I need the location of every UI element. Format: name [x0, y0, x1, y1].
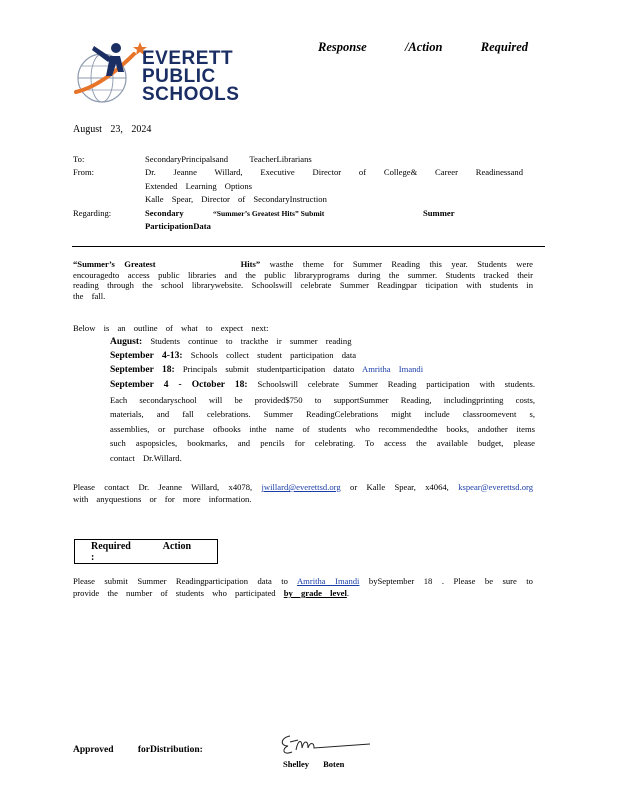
contact-text-2: or Kalle Spear, x4064, — [350, 482, 449, 492]
regarding-part-c: Summer — [423, 207, 455, 218]
outline-label: September 4-13: — [110, 351, 183, 361]
intro-body: wasthe theme for Summer Reading this year. Students were encouragedto access public libraries and the public libraryprograms during the summer. Students tracked their reading through the school librarywebsite. Schoolswill celebrate Summer Readingpar ticipation with students in the fall. — [73, 259, 533, 301]
contact-text-3: with anyquestions or for more information. — [73, 494, 252, 504]
header-divider — [72, 246, 545, 247]
required-end: . — [346, 588, 349, 598]
from-line-1: Dr. Jeanne Willard, Executive Director of College& Career Readinessand — [145, 167, 523, 178]
by-grade-level-emphasis: by grade level — [283, 588, 347, 598]
outline-item-september-18 — [90, 363, 535, 377]
logo-line-public: PUBLIC — [142, 66, 216, 87]
regarding-line-1 — [145, 207, 523, 220]
outline-text: Schools collect student participation data — [190, 350, 357, 360]
regarding-row — [73, 207, 523, 234]
bullet-icon — [90, 377, 110, 466]
regarding-part-b: “Summer’s Greatest Hits” Submit — [213, 208, 325, 218]
response-header — [318, 40, 528, 55]
outline-label: September 18: — [110, 365, 175, 375]
signer-name: Shelley Boten — [283, 759, 345, 769]
logo-wordmark — [142, 50, 239, 104]
outline-text: Principals submit studentparticipation datato — [182, 364, 355, 374]
from-row — [73, 166, 523, 206]
bullet-icon — [90, 363, 110, 377]
bullet-icon — [90, 335, 110, 349]
outline-item-body — [110, 377, 535, 466]
contact-link-amritha[interactable]: Amritha Imandi — [361, 364, 424, 374]
header-response: Response — [318, 40, 367, 54]
intro-paragraph — [73, 259, 533, 301]
contact-text-1: Please contact Dr. Jeanne Willard, x4078, — [73, 482, 253, 492]
outline-label: August: — [110, 337, 143, 347]
outline-label: September 4 - October 18: — [110, 380, 248, 390]
outline-text: Schoolswill celebrate Summer Reading participation with students. Each secondaryschool will be provided$750 to supportSummer Reading, includingprinting costs, materials, and fall celebrations. Summer ReadingCelebrations might include classroomevent s, assemblies, or purchase ofbooks inthe name of students who recommendedthe books, andother items such aspopsicles, bookmarks, and pencils for celebrating. To access the available budget, please contact Dr.Willard. — [110, 379, 535, 463]
required-text-2: bySeptember 18 . Please be sure to provide the number of students who participated — [73, 576, 533, 598]
outline-list — [90, 335, 535, 466]
outline-item-body — [110, 335, 535, 349]
intro-lead: “Summer’s Greatest Hits” — [73, 259, 261, 269]
header-action: /Action — [404, 40, 443, 54]
to-value: SecondaryPrincipalsand TeacherLibrarians — [145, 154, 312, 164]
required-action-box: Required Action : — [74, 539, 218, 564]
to-row — [73, 153, 523, 166]
email-link-kspear[interactable]: kspear@everettsd.org — [458, 482, 534, 492]
from-label: From: — [73, 167, 95, 178]
approved-for-distribution-label: Approved forDistribution: — [73, 745, 203, 755]
outline-heading: Below is an outline of what to expect next: — [73, 323, 269, 333]
outline-text: Students continue to trackthe ir summer reading — [150, 336, 352, 346]
memo-date: August 23, 2024 — [73, 124, 152, 135]
regarding-part-a: Secondary — [145, 207, 184, 218]
required-action-paragraph — [73, 575, 533, 599]
from-line-2: Extended Learning Options — [145, 180, 252, 191]
outline-item-body — [110, 349, 535, 363]
logo-line-schools: SCHOOLS — [142, 84, 240, 105]
from-line-3: Kalle Spear, Director of SecondaryInstruction — [145, 194, 327, 205]
memo-header-block — [73, 153, 523, 233]
outline-item-body — [110, 363, 535, 377]
to-label: To: — [73, 154, 85, 164]
email-link-jwillard[interactable]: jwillard@everettsd.org — [261, 482, 341, 492]
required-text-1: Please submit Summer Readingparticipation data to — [73, 576, 288, 586]
bullet-icon — [90, 349, 110, 363]
outline-item-september-october — [90, 377, 535, 466]
signature-icon — [276, 730, 372, 760]
header-required: Required — [480, 40, 528, 54]
regarding-value — [145, 207, 523, 234]
regarding-line-2: ParticipationData — [145, 221, 211, 232]
from-value — [145, 166, 523, 206]
regarding-label: Regarding: — [73, 207, 112, 218]
contact-paragraph — [73, 481, 533, 505]
district-logo — [72, 36, 252, 110]
logo-emblem-icon — [72, 36, 152, 110]
outline-item-september-4-13 — [90, 349, 535, 363]
required-link-amritha[interactable]: Amritha Imandi — [296, 576, 360, 586]
outline-item-august — [90, 335, 535, 349]
logo-line-everett: EVERETT — [142, 48, 234, 69]
